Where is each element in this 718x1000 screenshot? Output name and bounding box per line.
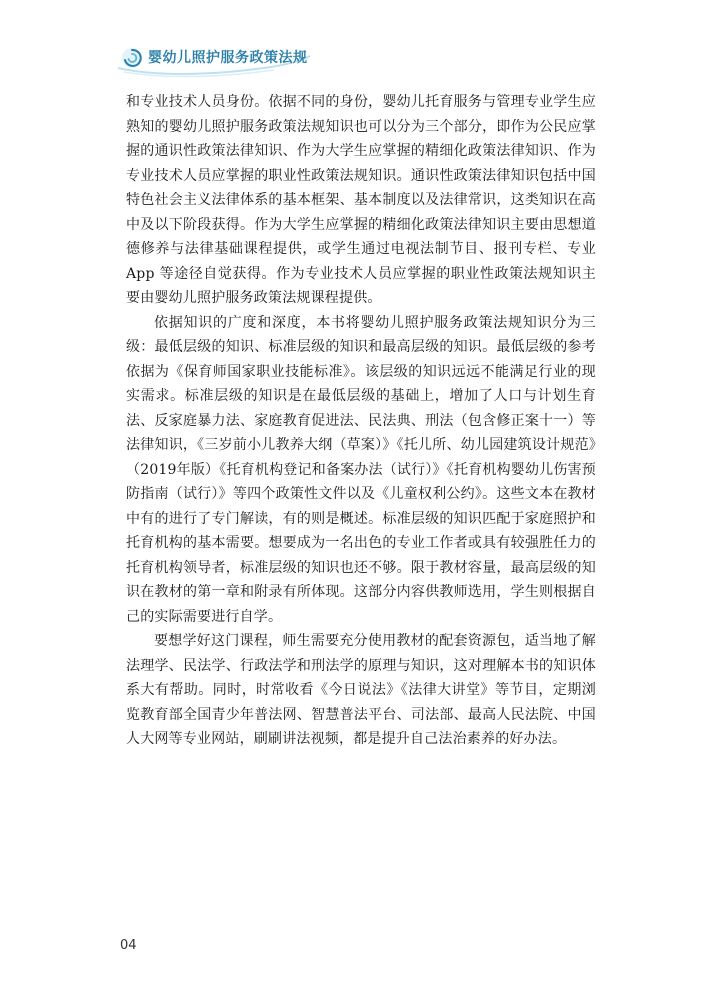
running-header-title: 婴幼儿照护服务政策法规 (148, 50, 308, 66)
paragraph-continuation: 和专业技术人员身份。依据不同的身份，婴幼儿托育服务与管理专业学生应熟知的婴幼儿照护服务政策法规知识也可以分为三个部分，即作为公民应掌握的通识性政策法律知识、作为大学生应掌握的精细化政策法律知识、作为专业技术人员应掌握的职业性政策法规知识。通识性政策法律知识包括中国特色社会主义法律体系的基本框架、基本制度以及法律常识，这类知识在高中及以下阶段获得。作为大学生应掌握的精细化政策法律知识主要由思想道德修养与法律基础课程提供，或学生通过电视法制节目、报刊专栏、专业 App 等途径自觉获得。作为专业技术人员应掌握的职业性政策法规知识主要由婴幼儿照护服务政策法规课程提供。 (126, 94, 596, 306)
page-number: 04 (120, 938, 137, 953)
swirl-logo-icon (120, 46, 144, 70)
paragraph-study-advice: 要想学好这门课程，师生需要充分使用教材的配套资源包，适当地了解法理学、民法学、行政法学和刑法学的原理与知识，这对理解本书的知识体系大有帮助。同时，时常收看《今日说法》《法律大讲堂》等节目，定期浏览教育部全国青少年普法网、智慧普法平台、司法部、最高人民法院、中国人大网等专业网站，刷刷讲法视频，都是提升自己法治素养的好办法。 (126, 633, 596, 747)
running-header (0, 38, 718, 78)
body-text (126, 90, 596, 752)
paragraph-knowledge-levels: 依据知识的广度和深度，本书将婴幼儿照护服务政策法规知识分为三级：最低层级的知识、标准层级的知识和最高层级的知识。最低层级的参考依据为《保育师国家职业技能标准》。该层级的知识远远不能满足行业的现实需求。标准层级的知识是在最低层级的基础上，增加了人口与计划生育法、反家庭暴力法、家庭教育促进法、民法典、刑法（包含修正案十一）等法律知识，《三岁前小儿教养大纲（草案）》《托儿所、幼儿园建筑设计规范》（2019年版）《托育机构登记和备案办法（试行）》《托育机构婴幼儿伤害预防指南（试行）》等四个政策性文件以及《儿童权利公约》。这些文本在教材中有的进行了专门解读，有的则是概述。标准层级的知识匹配于家庭照护和托育机构的基本需要。想要成为一名出色的专业工作者或具有较强胜任力的托育机构领导者，标准层级的知识也还不够。限于教材容量，最高层级的知识在教材的第一章和附录有所体现。这部分内容供教师选用，学生则根据自己的实际需要进行自学。 (126, 314, 596, 625)
